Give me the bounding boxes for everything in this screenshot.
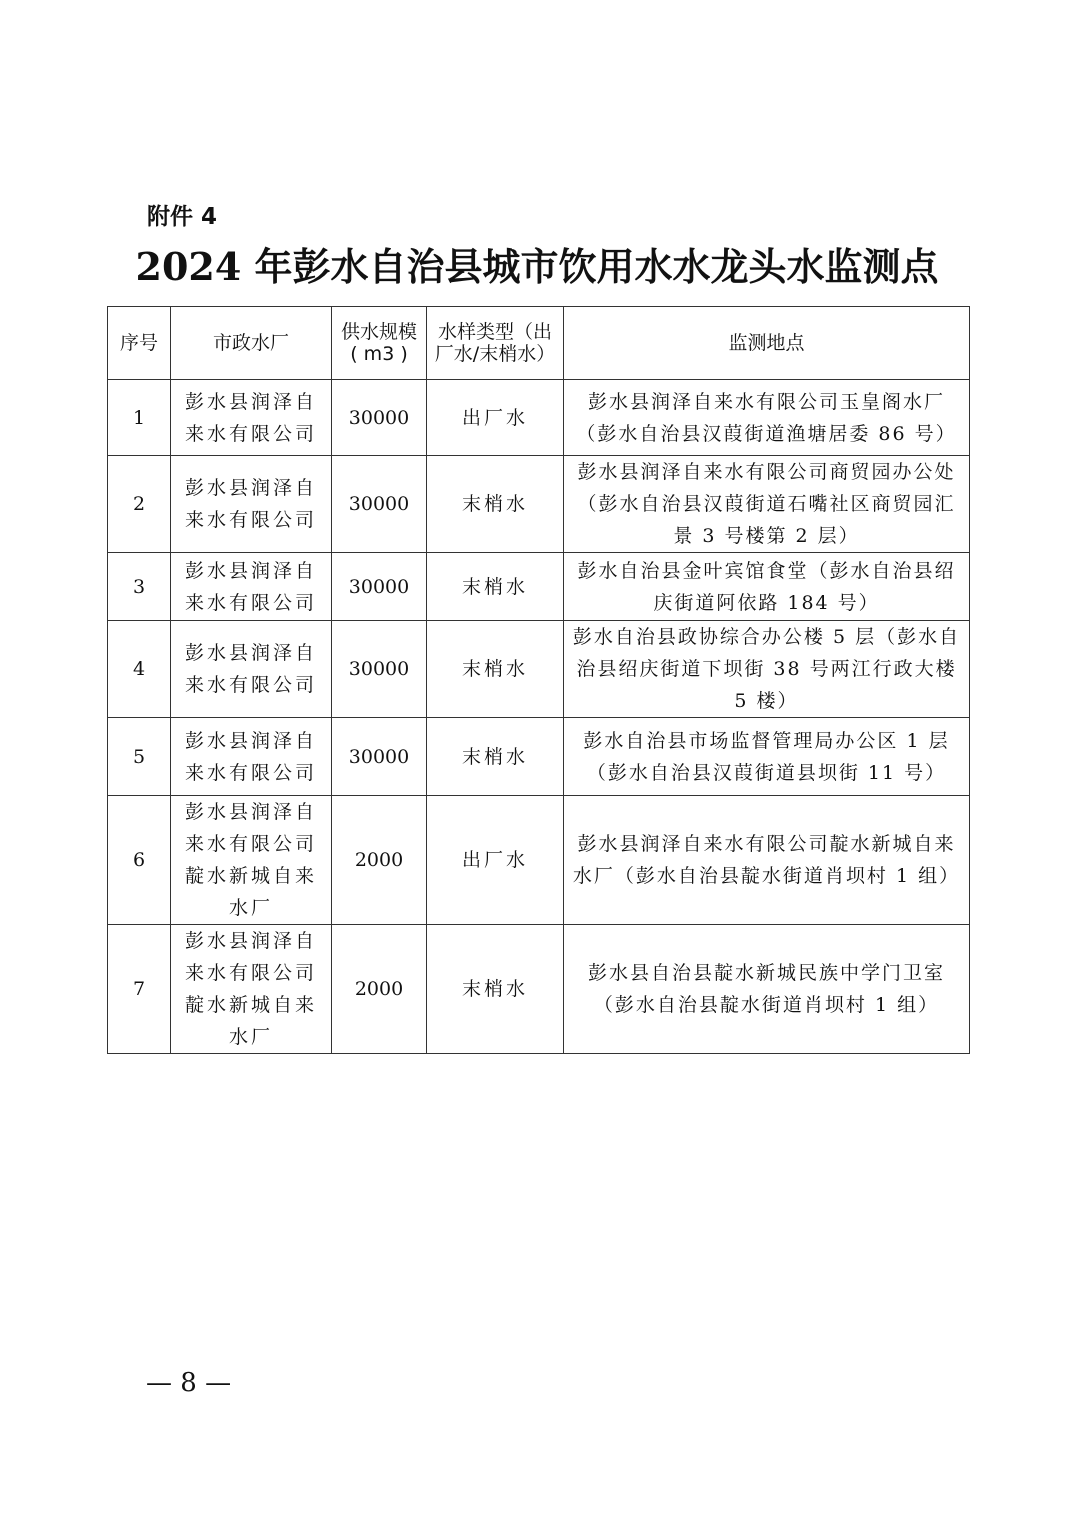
cell-index: 2: [108, 456, 171, 553]
table-header-row: [108, 307, 970, 380]
cell-sample-type: 末梢水: [427, 456, 564, 553]
cell-index: 5: [108, 718, 171, 796]
cell-location: 彭水自治县市场监督管理局办公区 1 层（彭水自治县汉葭街道县坝街 11 号）: [564, 718, 970, 796]
cell-index: 3: [108, 553, 171, 621]
cell-index: 4: [108, 621, 171, 718]
cell-index: 1: [108, 380, 171, 456]
cell-capacity: 30000: [332, 621, 427, 718]
cell-capacity: 30000: [332, 553, 427, 621]
table-row: [108, 718, 970, 796]
table-row: [108, 380, 970, 456]
header-location: 监测地点: [564, 307, 970, 380]
attachment-label: 附件 4: [147, 204, 218, 230]
cell-plant: 彭水县润泽自来水有限公司: [171, 553, 332, 621]
cell-plant: 彭水县润泽自来水有限公司靛水新城自来水厂: [171, 925, 332, 1054]
page-number: — 8 —: [146, 1368, 232, 1398]
table-row: [108, 796, 970, 925]
cell-sample-type: 出厂水: [427, 796, 564, 925]
cell-location: 彭水县润泽自来水有限公司玉皇阁水厂（彭水自治县汉葭街道渔塘居委 86 号）: [564, 380, 970, 456]
cell-plant: 彭水县润泽自来水有限公司: [171, 718, 332, 796]
cell-capacity: 2000: [332, 796, 427, 925]
table-row: [108, 553, 970, 621]
cell-capacity: 30000: [332, 380, 427, 456]
cell-plant: 彭水县润泽自来水有限公司: [171, 456, 332, 553]
cell-location: 彭水县润泽自来水有限公司商贸园办公处（彭水自治县汉葭街道石嘴社区商贸园汇景 3 号楼第 2 层）: [564, 456, 970, 553]
cell-plant: 彭水县润泽自来水有限公司: [171, 380, 332, 456]
cell-capacity: 30000: [332, 456, 427, 553]
cell-sample-type: 出厂水: [427, 380, 564, 456]
cell-location: 彭水县自治县靛水新城民族中学门卫室（彭水自治县靛水街道肖坝村 1 组）: [564, 925, 970, 1054]
table-row: [108, 456, 970, 553]
header-plant: 市政水厂: [171, 307, 332, 380]
header-capacity: 供水规模( m3 ): [332, 307, 427, 380]
cell-index: 7: [108, 925, 171, 1054]
cell-plant: 彭水县润泽自来水有限公司: [171, 621, 332, 718]
cell-sample-type: 末梢水: [427, 621, 564, 718]
cell-capacity: 30000: [332, 718, 427, 796]
cell-plant: 彭水县润泽自来水有限公司靛水新城自来水厂: [171, 796, 332, 925]
table-row: [108, 621, 970, 718]
cell-capacity: 2000: [332, 925, 427, 1054]
cell-index: 6: [108, 796, 171, 925]
cell-sample-type: 末梢水: [427, 718, 564, 796]
cell-location: 彭水自治县金叶宾馆食堂（彭水自治县绍庆街道阿依路 184 号）: [564, 553, 970, 621]
header-sample-type: 水样类型（出厂水/末梢水）: [427, 307, 564, 380]
header-index: 序号: [108, 307, 171, 380]
cell-sample-type: 末梢水: [427, 553, 564, 621]
cell-location: 彭水县润泽自来水有限公司靛水新城自来水厂（彭水自治县靛水街道肖坝村 1 组）: [564, 796, 970, 925]
table-row: [108, 925, 970, 1054]
page-title: 2024 年彭水自治县城市饮用水水龙头水监测点: [135, 244, 939, 289]
cell-location: 彭水自治县政协综合办公楼 5 层（彭水自治县绍庆街道下坝街 38 号两江行政大楼 5 楼）: [564, 621, 970, 718]
monitoring-points-table: [107, 306, 970, 1054]
cell-sample-type: 末梢水: [427, 925, 564, 1054]
